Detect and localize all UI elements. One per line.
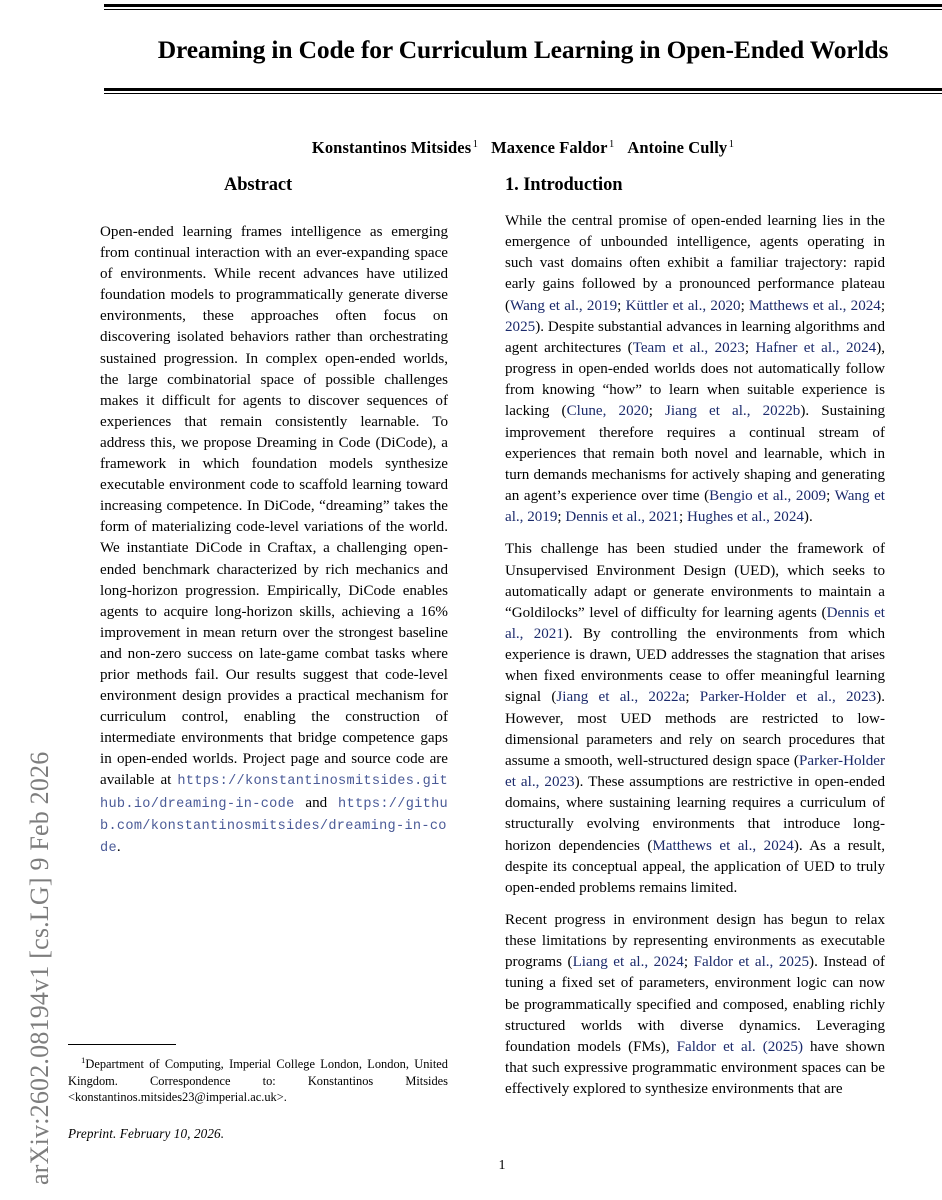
paragraph-text: ). Sustaining improvement therefore requires a continual stream of experiences that remain both novel and learnable, which in turn demands mechanisms for actively shaping and generating an agent’s experience over time (	[505, 403, 886, 505]
paragraph-text: have shown that such expressive programmatic environment spaces can be effectively explored to synthesize environments that are	[505, 1038, 885, 1098]
citation-link[interactable]: Bengio et al., 2009	[709, 488, 827, 505]
arxiv-stamp-text: arXiv:2602.08194v1 [cs.LG] 9 Feb 2026	[25, 751, 54, 1185]
paragraph-text: ). Despite substantial advances in learning algorithms and agent architectures (	[505, 318, 885, 356]
citation-link[interactable]: Faldor et al., 2025	[693, 954, 810, 971]
source-code-link[interactable]: https://github.com/konstantinosmitsides/dreaming-in-code	[100, 796, 448, 856]
footnote-rule	[68, 1044, 176, 1045]
title-rule-bottom-thin	[104, 93, 942, 94]
paragraph-text: ;	[678, 509, 687, 526]
footnote-text	[68, 1052, 448, 1105]
abstract-text-part: .	[116, 838, 121, 855]
left-column	[68, 175, 448, 859]
citation-link[interactable]: Parker-Holder et al., 2023	[699, 689, 877, 706]
author-affiliation-mark: 1	[728, 138, 735, 150]
citation-link[interactable]: Wang et al., 2019	[510, 297, 618, 314]
paragraph-text: Recent progress in environment design has begun to relax these limitations by representing environments as executable programs (	[505, 912, 885, 971]
paragraph-text: ;	[880, 297, 886, 314]
author-affiliation-mark: 1	[609, 138, 615, 150]
paragraph-text: ;	[617, 297, 626, 314]
project-page-link[interactable]: https://konstantinosmitsides.github.io/dreaming-in-code	[100, 774, 448, 812]
footnote-mark: 1	[81, 1055, 86, 1065]
introduction-paragraph	[505, 211, 885, 528]
paragraph-text: ).	[803, 509, 813, 526]
author-name: Maxence Faldor	[491, 138, 608, 158]
introduction-body	[505, 211, 885, 1100]
page-title: Dreaming in Code for Curriculum Learning in Open-Ended Worlds	[157, 34, 889, 64]
abstract-body	[100, 222, 448, 859]
page-number: 1	[498, 1158, 506, 1173]
citation-link[interactable]: Faldor et al. (2025)	[676, 1038, 803, 1055]
right-column	[505, 175, 885, 1100]
paragraph-text: ;	[740, 297, 750, 314]
title-rule-top-thin	[104, 9, 942, 10]
abstract-heading: Abstract	[223, 175, 293, 195]
paragraph-text: ). These assumptions are restrictive in open-ended domains, where sustaining learning requires a curriculum of structurally evolving environments that introduce long-horizon dependencies (	[505, 774, 885, 854]
paragraph-text: ;	[685, 689, 700, 706]
citation-link[interactable]: Clune, 2020	[566, 403, 649, 420]
citation-link[interactable]: Hafner et al., 2024	[755, 339, 877, 356]
citation-link[interactable]: Matthews et al., 2024	[749, 297, 881, 314]
citation-link[interactable]: Küttler et al., 2020	[625, 297, 741, 314]
citation-link[interactable]: Dennis et al., 2021	[565, 509, 679, 526]
author-entry	[312, 138, 478, 157]
title-block	[104, 4, 942, 158]
footnote-block	[68, 1044, 448, 1142]
introduction-paragraph	[505, 910, 885, 1100]
arxiv-stamp	[0, 0, 62, 1200]
paragraph-text: ). Instead of tuning a fixed set of parameters, environment logic can now be programmatically specified and composed, enabling richly structured worlds with diverse dynamics. Leveraging foundation models (FMs),	[505, 954, 886, 1055]
paragraph-text: While the central promise of open-ended learning lies in the emergence of unbounded intelligence, agents operating in such vast domains often exhibit a familiar trajectory: rapid early gains followed by a pronounced performance plateau (	[505, 213, 885, 314]
author-entry	[627, 138, 734, 157]
paper-page	[62, 0, 942, 1200]
introduction-heading: 1. Introduction	[505, 175, 623, 195]
citation-link[interactable]: Team et al., 2023	[632, 339, 745, 356]
author-list	[104, 138, 942, 158]
citation-link[interactable]: Jiang et al., 2022a	[556, 689, 686, 706]
paragraph-text: ;	[648, 403, 666, 420]
paragraph-text: ). However, most UED methods are restricted to low-dimensional parameters and rely on search procedures that assume a smooth, well-structured design space (	[505, 689, 886, 769]
author-name: Antoine Cully	[627, 138, 728, 158]
paragraph-text: This challenge has been studied under the framework of Unsupervised Environment Design (UED), which seeks to automatically adapt or generate environments to maintain a “Goldilocks” level of difficulty for learning agents (	[505, 541, 885, 621]
paragraph-text: ). By controlling the environments from which experience is drawn, UED addresses the stagnation that arises when fixed environments cease to offer meaningful learning signal (	[505, 625, 885, 706]
title-rule-bottom-thick	[104, 88, 942, 91]
title-rule-top-thick	[104, 4, 942, 7]
paragraph-text: ). As a result, despite its conceptual appeal, the application of UED to truly open-ended problems remains limited.	[505, 837, 885, 896]
paragraph-text: ), progress in open-ended worlds does not automatically follow from knowing “how” to learn when suitable experience is lacking (	[505, 339, 886, 420]
paragraph-text: ;	[557, 509, 566, 526]
footnote-content: Department of Computing, Imperial College London, London, United Kingdom. Correspondence to: Konstantinos Mitsides <konstantinos.mitsides23@imperial.ac.uk>.	[68, 1057, 448, 1104]
author-affiliation-mark: 1	[472, 138, 479, 150]
citation-link[interactable]: Hughes et al., 2024	[686, 509, 804, 526]
author-entry	[491, 138, 614, 157]
introduction-paragraph	[505, 539, 885, 899]
citation-link[interactable]: Jiang et al., 2022b	[665, 403, 801, 420]
preprint-line: Preprint. February 10, 2026.	[68, 1126, 225, 1142]
author-name: Konstantinos Mitsides	[311, 138, 472, 158]
paragraph-text: ;	[826, 488, 835, 505]
citation-link[interactable]: Parker-Holder et al., 2023	[505, 752, 885, 791]
paragraph-text: ;	[683, 954, 694, 971]
citation-link[interactable]: Matthews et al., 2024	[652, 837, 794, 854]
body-columns	[62, 175, 942, 1175]
citation-link[interactable]: Liang et al., 2024	[572, 954, 684, 971]
citation-link[interactable]: Dennis et al., 2021	[505, 604, 885, 642]
citation-link[interactable]: 2025	[505, 318, 536, 335]
abstract-text-part: Open-ended learning frames intelligence as emerging from continual interaction with an ever-expanding space of environments. While recent advances have utilized foundation models to programmatically generate diverse environments, these approaches often focus on discovering isolated behaviors rather than orchestrating sustained progression. In complex open-ended worlds, the large combinatorial space of possible challenges makes it difficult for agents to discover sequences of experiences that remain consistently learnable. To address this, we propose Dreaming in Code (DiCode), a framework in which foundation models synthesize executable environment code to scaffold learning toward increasing competence. In DiCode, “dreaming” takes the form of materializing code-level variations of the world. We instantiate DiCode in Craftax, a challenging open-ended benchmark characterized by rich mechanics and long-horizon progression. Empirically, DiCode enables agents to acquire long-horizon skills, achieving a 16% improvement in mean return over the strongest baseline and non-zero success on late-game combat tasks where prior methods fail. Our results suggest that code-level environment design provides a practical mechanism for curriculum control, enabling the construction of intermediate environments that bridge competence gaps in open-ended worlds. Project page and source code are available at	[100, 224, 448, 789]
citation-link[interactable]: Wang et al., 2019	[505, 488, 885, 526]
paragraph-text: ;	[744, 339, 756, 356]
abstract-text-part: and	[294, 794, 339, 811]
